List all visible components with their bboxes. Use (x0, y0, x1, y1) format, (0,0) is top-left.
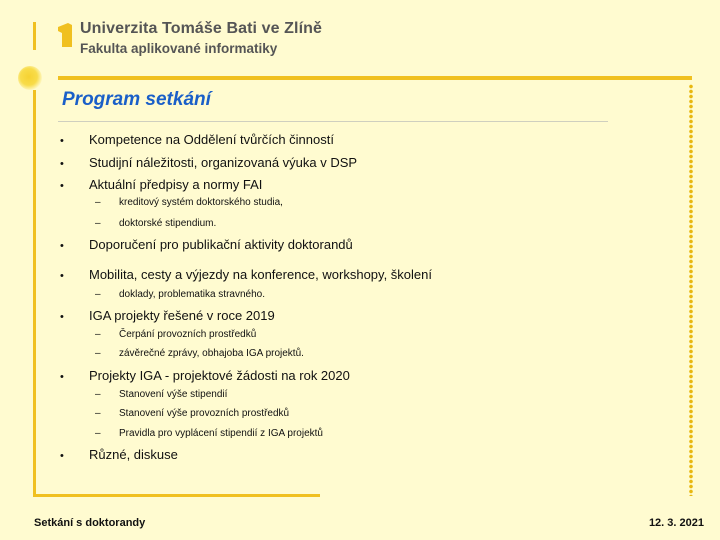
agenda-item (60, 132, 334, 147)
dash: – (95, 197, 101, 208)
dash: – (95, 218, 101, 229)
bullet: • (60, 311, 64, 323)
bullet: • (60, 135, 64, 147)
agenda-item (60, 368, 350, 383)
bullet: • (60, 158, 64, 170)
agenda-item-text: Aktuální předpisy a normy FAI (89, 177, 263, 192)
bullet: • (60, 371, 64, 383)
university-name: Univerzita Tomáše Bati ve Zlíně (80, 20, 322, 37)
agenda-item-text: IGA projekty řešené v roce 2019 (89, 308, 275, 323)
agenda-subitem-text: Stanovení výše provozních prostředků (119, 408, 290, 419)
agenda-subitem-text: doktorské stipendium. (119, 218, 217, 229)
agenda-item (60, 267, 432, 282)
decor-horizontal-bar-bottom (33, 494, 320, 497)
agenda-item-text: Studijní náležitosti, organizovaná výuka v DSP (89, 155, 358, 170)
dash: – (95, 408, 101, 419)
agenda-item-text: Kompetence na Oddělení tvůrčích činností (89, 132, 334, 147)
decor-vertical-bar-left (33, 90, 36, 496)
decor-dot (18, 66, 42, 90)
decor-vertical-bar-top (33, 22, 36, 50)
agenda-subitem-text: Pravidla pro vyplácení stipendií z IGA projektů (119, 428, 323, 439)
university-logo (58, 20, 322, 60)
agenda-subitem (95, 329, 256, 340)
faculty-name: Fakulta aplikované informatiky (80, 41, 278, 56)
agenda-item (60, 237, 353, 252)
dash: – (95, 329, 101, 340)
dash: – (95, 289, 101, 300)
agenda-subitem-text: doklady, problematika stravného. (119, 289, 266, 300)
agenda-item (60, 155, 357, 170)
agenda-item-text: Různé, diskuse (89, 447, 178, 462)
agenda-subitem (95, 408, 289, 419)
agenda-subitem-text: Stanovení výše stipendií (119, 389, 228, 400)
agenda-subitem (95, 389, 227, 400)
agenda-subitem-text: kreditový systém doktorského studia, (119, 197, 283, 208)
agenda-item-text: Projekty IGA - projektové žádosti na rok 2020 (89, 368, 350, 383)
agenda-item (60, 177, 262, 192)
decor-dotted-line (688, 84, 694, 496)
bullet: • (60, 240, 64, 252)
university-logo-mark-icon (58, 23, 72, 47)
decor-horizontal-bar (58, 76, 692, 80)
slide-title: Program setkání (62, 89, 211, 110)
agenda-subitem-text: Čerpání provozních prostředků (119, 329, 257, 340)
bullet: • (60, 270, 64, 282)
footer-title: Setkání s doktorandy (34, 517, 146, 529)
dash: – (95, 389, 101, 400)
footer-date: 12. 3. 2021 (648, 517, 704, 529)
agenda-subitem (95, 197, 283, 208)
agenda-item (60, 447, 178, 462)
bullet: • (60, 180, 64, 192)
agenda-item-text: Doporučení pro publikační aktivity doktorandů (89, 237, 353, 252)
agenda-subitem (95, 348, 304, 359)
agenda-item-text: Mobilita, cesty a výjezdy na konference, workshopy, školení (89, 267, 432, 282)
title-divider (58, 121, 608, 122)
agenda-subitem (95, 289, 265, 300)
agenda-subitem (95, 428, 323, 439)
dash: – (95, 348, 101, 359)
bullet: • (60, 450, 64, 462)
agenda-item (60, 308, 275, 323)
agenda-subitem (95, 218, 216, 229)
agenda-subitem-text: závěrečné zprávy, obhajoba IGA projektů. (119, 348, 304, 359)
dash: – (95, 428, 101, 439)
